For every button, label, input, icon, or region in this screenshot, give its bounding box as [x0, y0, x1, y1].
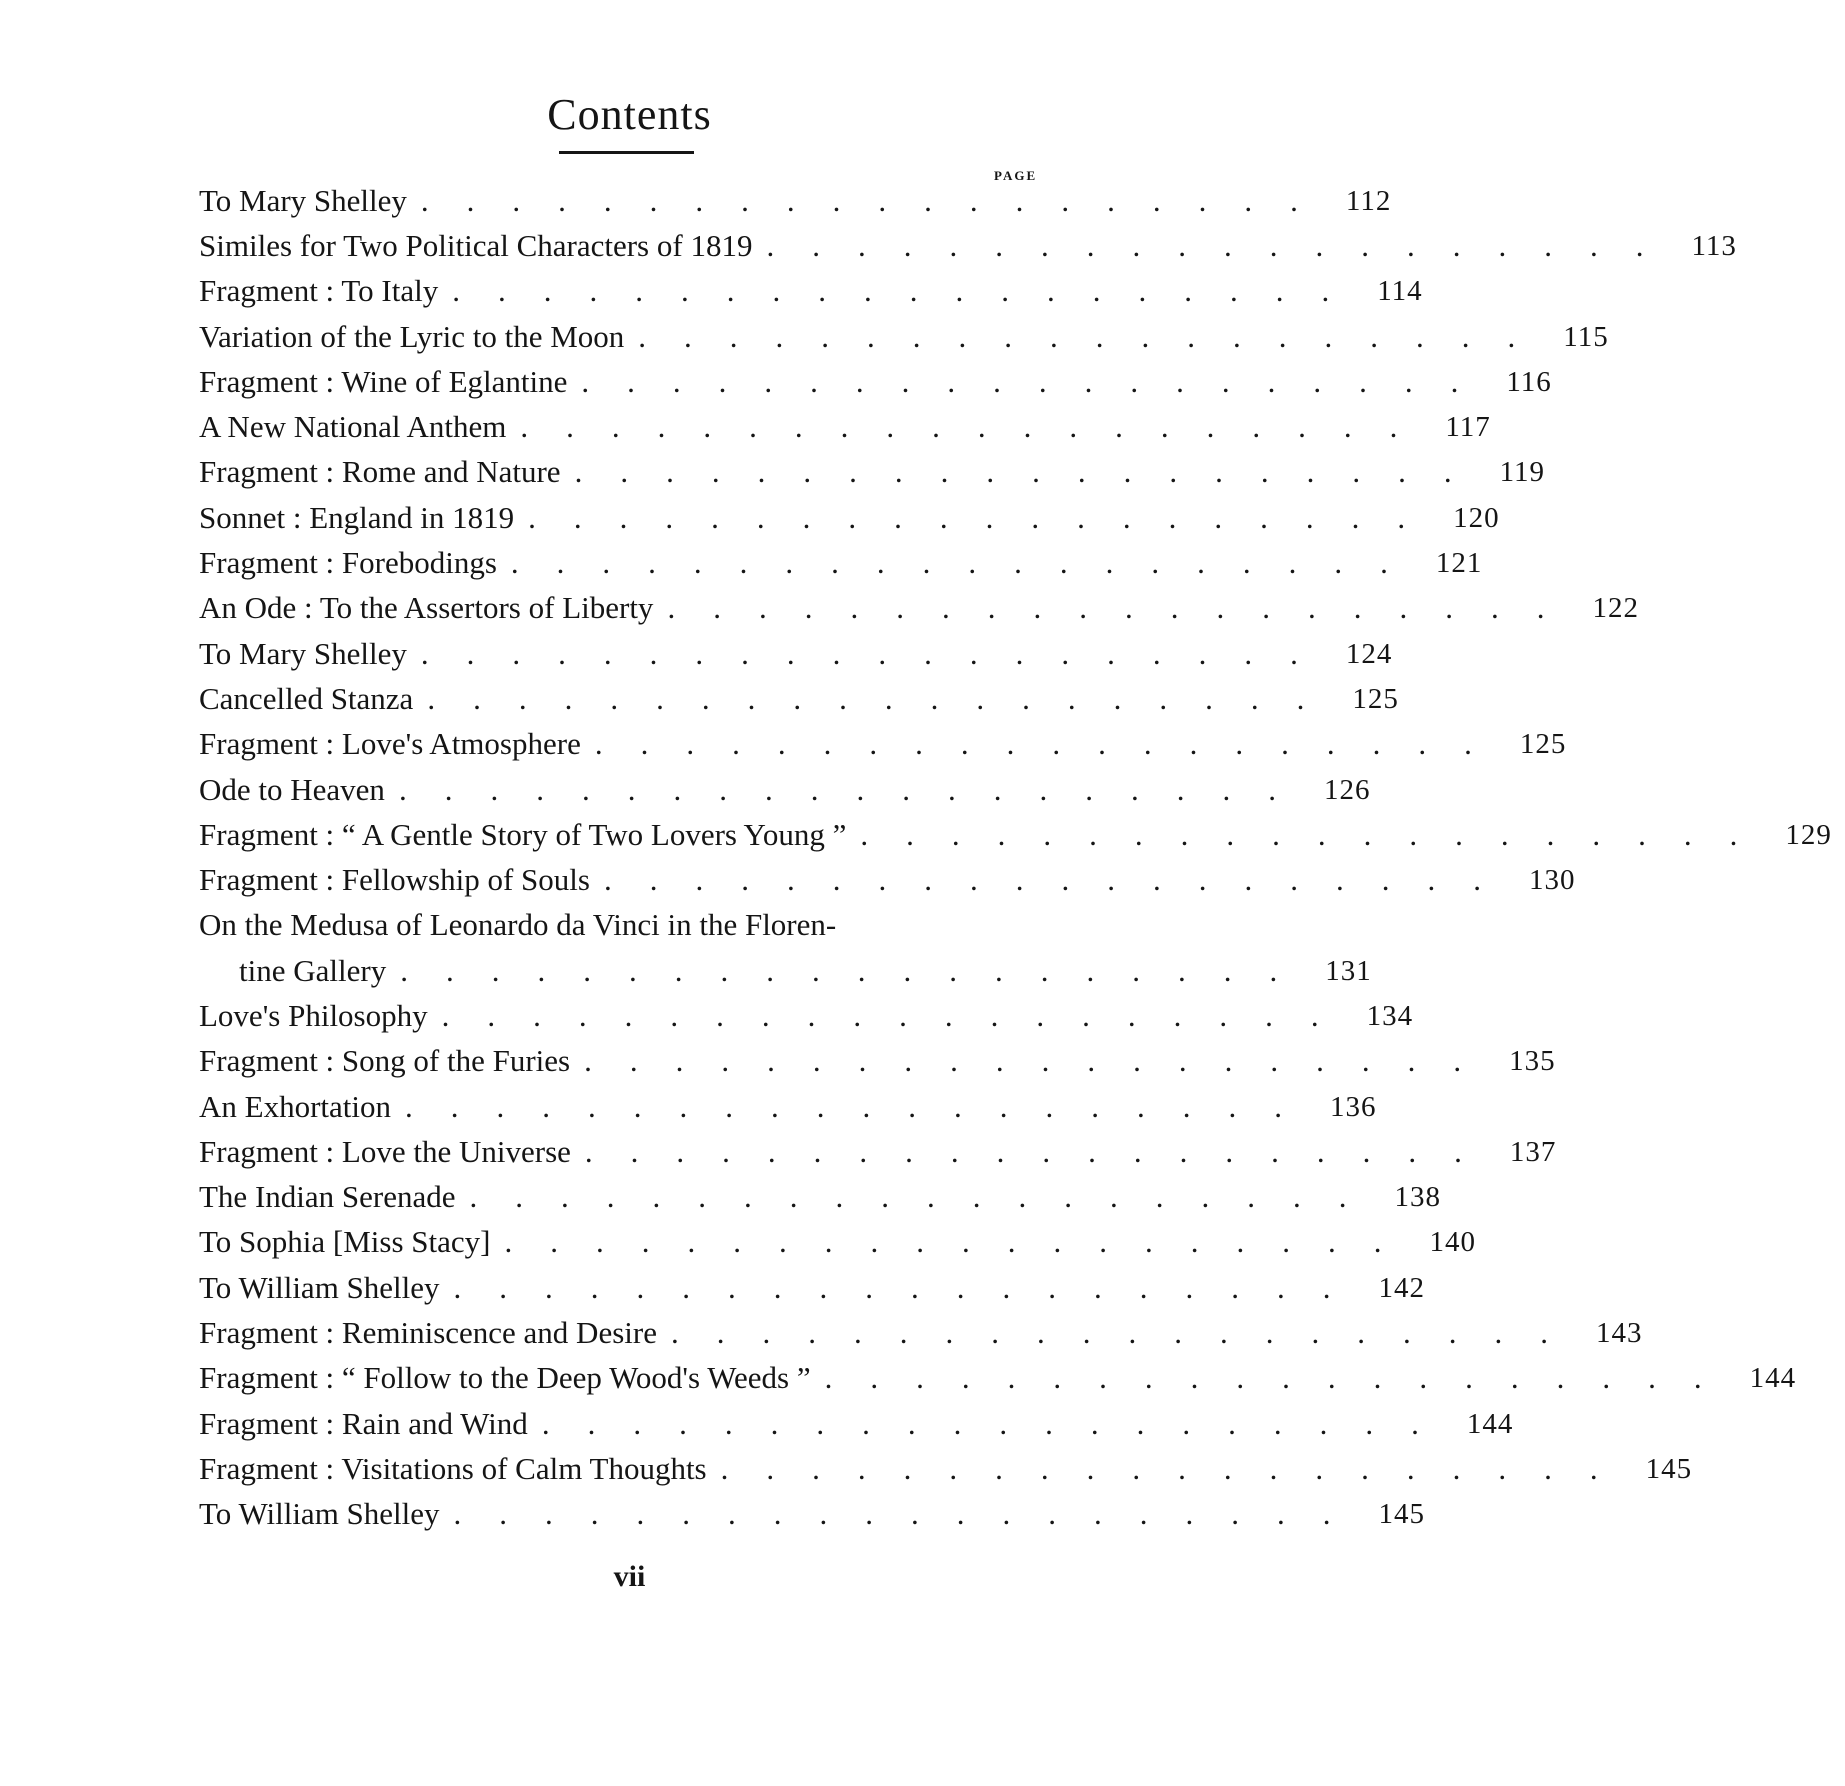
- toc-entry-title: Cancelled Stanza: [199, 680, 414, 716]
- toc-entry-page: 121: [1435, 547, 1483, 580]
- dot-leader: ....................: [427, 680, 1343, 716]
- toc-entry: [199, 722, 1567, 767]
- toc-entry-title: Fragment : Rome and Nature: [199, 454, 561, 490]
- toc-entry-title: An Ode : To the Assertors of Liberty: [199, 590, 654, 626]
- toc-entry: [199, 631, 1393, 676]
- toc-entry-page: 115: [1563, 320, 1609, 353]
- toc-entry-page: 129: [1785, 818, 1832, 851]
- toc-entry-page: 114: [1377, 275, 1423, 308]
- dot-leader: ....................: [504, 1224, 1420, 1260]
- toc-entry-title: Fragment : Forebodings: [199, 545, 497, 581]
- dot-leader: ....................: [860, 816, 1776, 852]
- toc-entry: [199, 1492, 1426, 1537]
- toc-entry-page: 124: [1345, 637, 1393, 670]
- dot-leader: ....................: [603, 862, 1519, 898]
- dot-leader: ....................: [574, 454, 1490, 490]
- toc-entry-title: To Mary Shelley: [199, 182, 407, 218]
- toc-entry-page: 131: [1325, 954, 1372, 987]
- toc-entry-page: 144: [1749, 1362, 1797, 1395]
- toc-entry: [199, 1446, 1693, 1491]
- dot-leader: ....................: [581, 363, 1497, 399]
- toc-entry-page: 136: [1330, 1090, 1377, 1123]
- toc-entry-title: tine Gallery: [239, 952, 387, 988]
- toc-entry-page: 134: [1366, 999, 1414, 1032]
- toc-entry-page: 142: [1378, 1271, 1426, 1304]
- toc-entry: [199, 1220, 1476, 1265]
- toc-entry-title: Fragment : Song of the Furies: [199, 1043, 571, 1079]
- toc-entry-page: 122: [1592, 592, 1639, 625]
- toc-entry-page: 117: [1445, 411, 1491, 444]
- toc-entry: [199, 1129, 1557, 1174]
- toc-entry-title: A New National Anthem: [199, 409, 507, 445]
- dot-leader: ....................: [638, 318, 1554, 354]
- dot-leader: ....................: [441, 997, 1357, 1033]
- toc-entry-page: 130: [1528, 864, 1576, 897]
- dot-leader: ....................: [584, 1133, 1500, 1169]
- toc-entry-page: 120: [1453, 501, 1500, 534]
- toc-entry: [199, 1401, 1514, 1446]
- toc-entry: [199, 857, 1576, 902]
- dot-leader: ....................: [453, 1269, 1369, 1305]
- toc-entry-title: Fragment : “ A Gentle Story of Two Lovers Young ”: [199, 816, 847, 852]
- toc-entry-title: Fragment : To Italy: [199, 273, 439, 309]
- toc-entry-title: The Indian Serenade: [199, 1179, 456, 1215]
- page-title: Contents: [547, 90, 712, 139]
- toc-entry: [199, 948, 1372, 993]
- toc-entry-page: 116: [1506, 365, 1552, 398]
- toc-entry-title: Fragment : Fellowship of Souls: [199, 862, 590, 898]
- toc-entry: [199, 269, 1423, 314]
- toc-entry-title: Love's Philosophy: [199, 997, 428, 1033]
- toc-entry-page: 138: [1394, 1181, 1441, 1214]
- toc-entry: [199, 676, 1399, 721]
- toc-entry: [199, 767, 1371, 812]
- toc-entry-title: To William Shelley: [199, 1496, 440, 1532]
- toc-entry-title: Fragment : Visitations of Calm Thoughts: [199, 1450, 707, 1486]
- dot-leader: ....................: [584, 1043, 1500, 1079]
- toc-entry-page: 125: [1352, 682, 1399, 715]
- dot-leader: ....................: [405, 1088, 1320, 1124]
- title-underline: [559, 151, 694, 154]
- toc-entry-page: 119: [1499, 456, 1546, 489]
- toc-entry-page: 126: [1323, 773, 1371, 806]
- toc-entry-title: Fragment : Rain and Wind: [199, 1405, 528, 1441]
- toc-entry-title: Ode to Heaven: [199, 771, 385, 807]
- dot-leader: ....................: [420, 182, 1336, 218]
- toc-entry: [199, 903, 1067, 948]
- toc-entry-title: Similes for Two Political Characters of 1819: [199, 227, 753, 263]
- toc-entry: [199, 1084, 1377, 1129]
- toc-entry: [199, 495, 1500, 540]
- dot-leader: ....................: [510, 545, 1426, 581]
- toc-entry: [199, 812, 1832, 857]
- toc-entry-page: 140: [1429, 1226, 1476, 1259]
- dot-leader: ....................: [520, 409, 1436, 445]
- toc-entry-page: 135: [1509, 1045, 1556, 1078]
- table-of-contents: [199, 178, 1832, 1537]
- page-folio: vii: [613, 1560, 646, 1593]
- toc-entry-page: 113: [1691, 229, 1737, 262]
- toc-entry: [199, 404, 1491, 449]
- toc-entry: [199, 993, 1414, 1038]
- toc-entry-page: 112: [1345, 184, 1392, 217]
- toc-entry: [199, 1265, 1426, 1310]
- toc-entry-title: Fragment : Reminiscence and Desire: [199, 1315, 657, 1351]
- toc-entry-title: To Sophia [Miss Stacy]: [199, 1224, 491, 1260]
- toc-entry-title: Sonnet : England in 1819: [199, 499, 515, 535]
- toc-entry: [199, 450, 1546, 495]
- dot-leader: ....................: [670, 1315, 1586, 1351]
- toc-entry-title: Variation of the Lyric to the Moon: [199, 318, 625, 354]
- toc-entry-page: 145: [1378, 1498, 1426, 1531]
- toc-entry: [199, 314, 1609, 359]
- toc-entry: [199, 540, 1483, 585]
- toc-entry: [199, 1039, 1556, 1084]
- toc-entry-title: Fragment : “ Follow to the Deep Wood's Weeds ”: [199, 1360, 811, 1396]
- dot-leader: ....................: [469, 1179, 1385, 1215]
- dot-leader: ....................: [824, 1360, 1740, 1396]
- dot-leader: ....................: [400, 952, 1316, 988]
- dot-leader: ....................: [594, 726, 1510, 762]
- dot-leader: ....................: [541, 1405, 1457, 1441]
- toc-entry-title: An Exhortation: [199, 1088, 391, 1124]
- toc-entry-page: 125: [1519, 728, 1567, 761]
- dot-leader: ....................: [667, 590, 1583, 626]
- toc-entry-title: Fragment : Wine of Eglantine: [199, 363, 568, 399]
- toc-entry-page: 143: [1595, 1317, 1643, 1350]
- toc-entry-title: Fragment : Love's Atmosphere: [199, 726, 581, 762]
- toc-entry: [199, 1310, 1643, 1355]
- dot-leader: ....................: [766, 227, 1682, 263]
- dot-leader: ....................: [452, 273, 1368, 309]
- dot-leader: ....................: [398, 771, 1314, 807]
- toc-entry-page: 137: [1509, 1135, 1557, 1168]
- toc-entry-title: Fragment : Love the Universe: [199, 1133, 571, 1169]
- dot-leader: ....................: [453, 1496, 1369, 1532]
- toc-entry-page: 145: [1645, 1452, 1693, 1485]
- dot-leader: ....................: [420, 635, 1336, 671]
- toc-entry: [199, 586, 1639, 631]
- toc-entry-title: On the Medusa of Leonardo da Vinci in the Floren-: [199, 907, 837, 943]
- toc-entry: [199, 1175, 1441, 1220]
- toc-entry-title: To Mary Shelley: [199, 635, 407, 671]
- toc-entry: [199, 359, 1552, 404]
- toc-entry: [199, 223, 1737, 268]
- toc-entry-page: 144: [1466, 1407, 1514, 1440]
- toc-entry-title: To William Shelley: [199, 1269, 440, 1305]
- dot-leader: ....................: [528, 499, 1444, 535]
- toc-entry: [199, 178, 1392, 223]
- page-column-label: PAGE: [994, 168, 1038, 183]
- toc-entry: [199, 1356, 1797, 1401]
- dot-leader: ....................: [720, 1450, 1636, 1486]
